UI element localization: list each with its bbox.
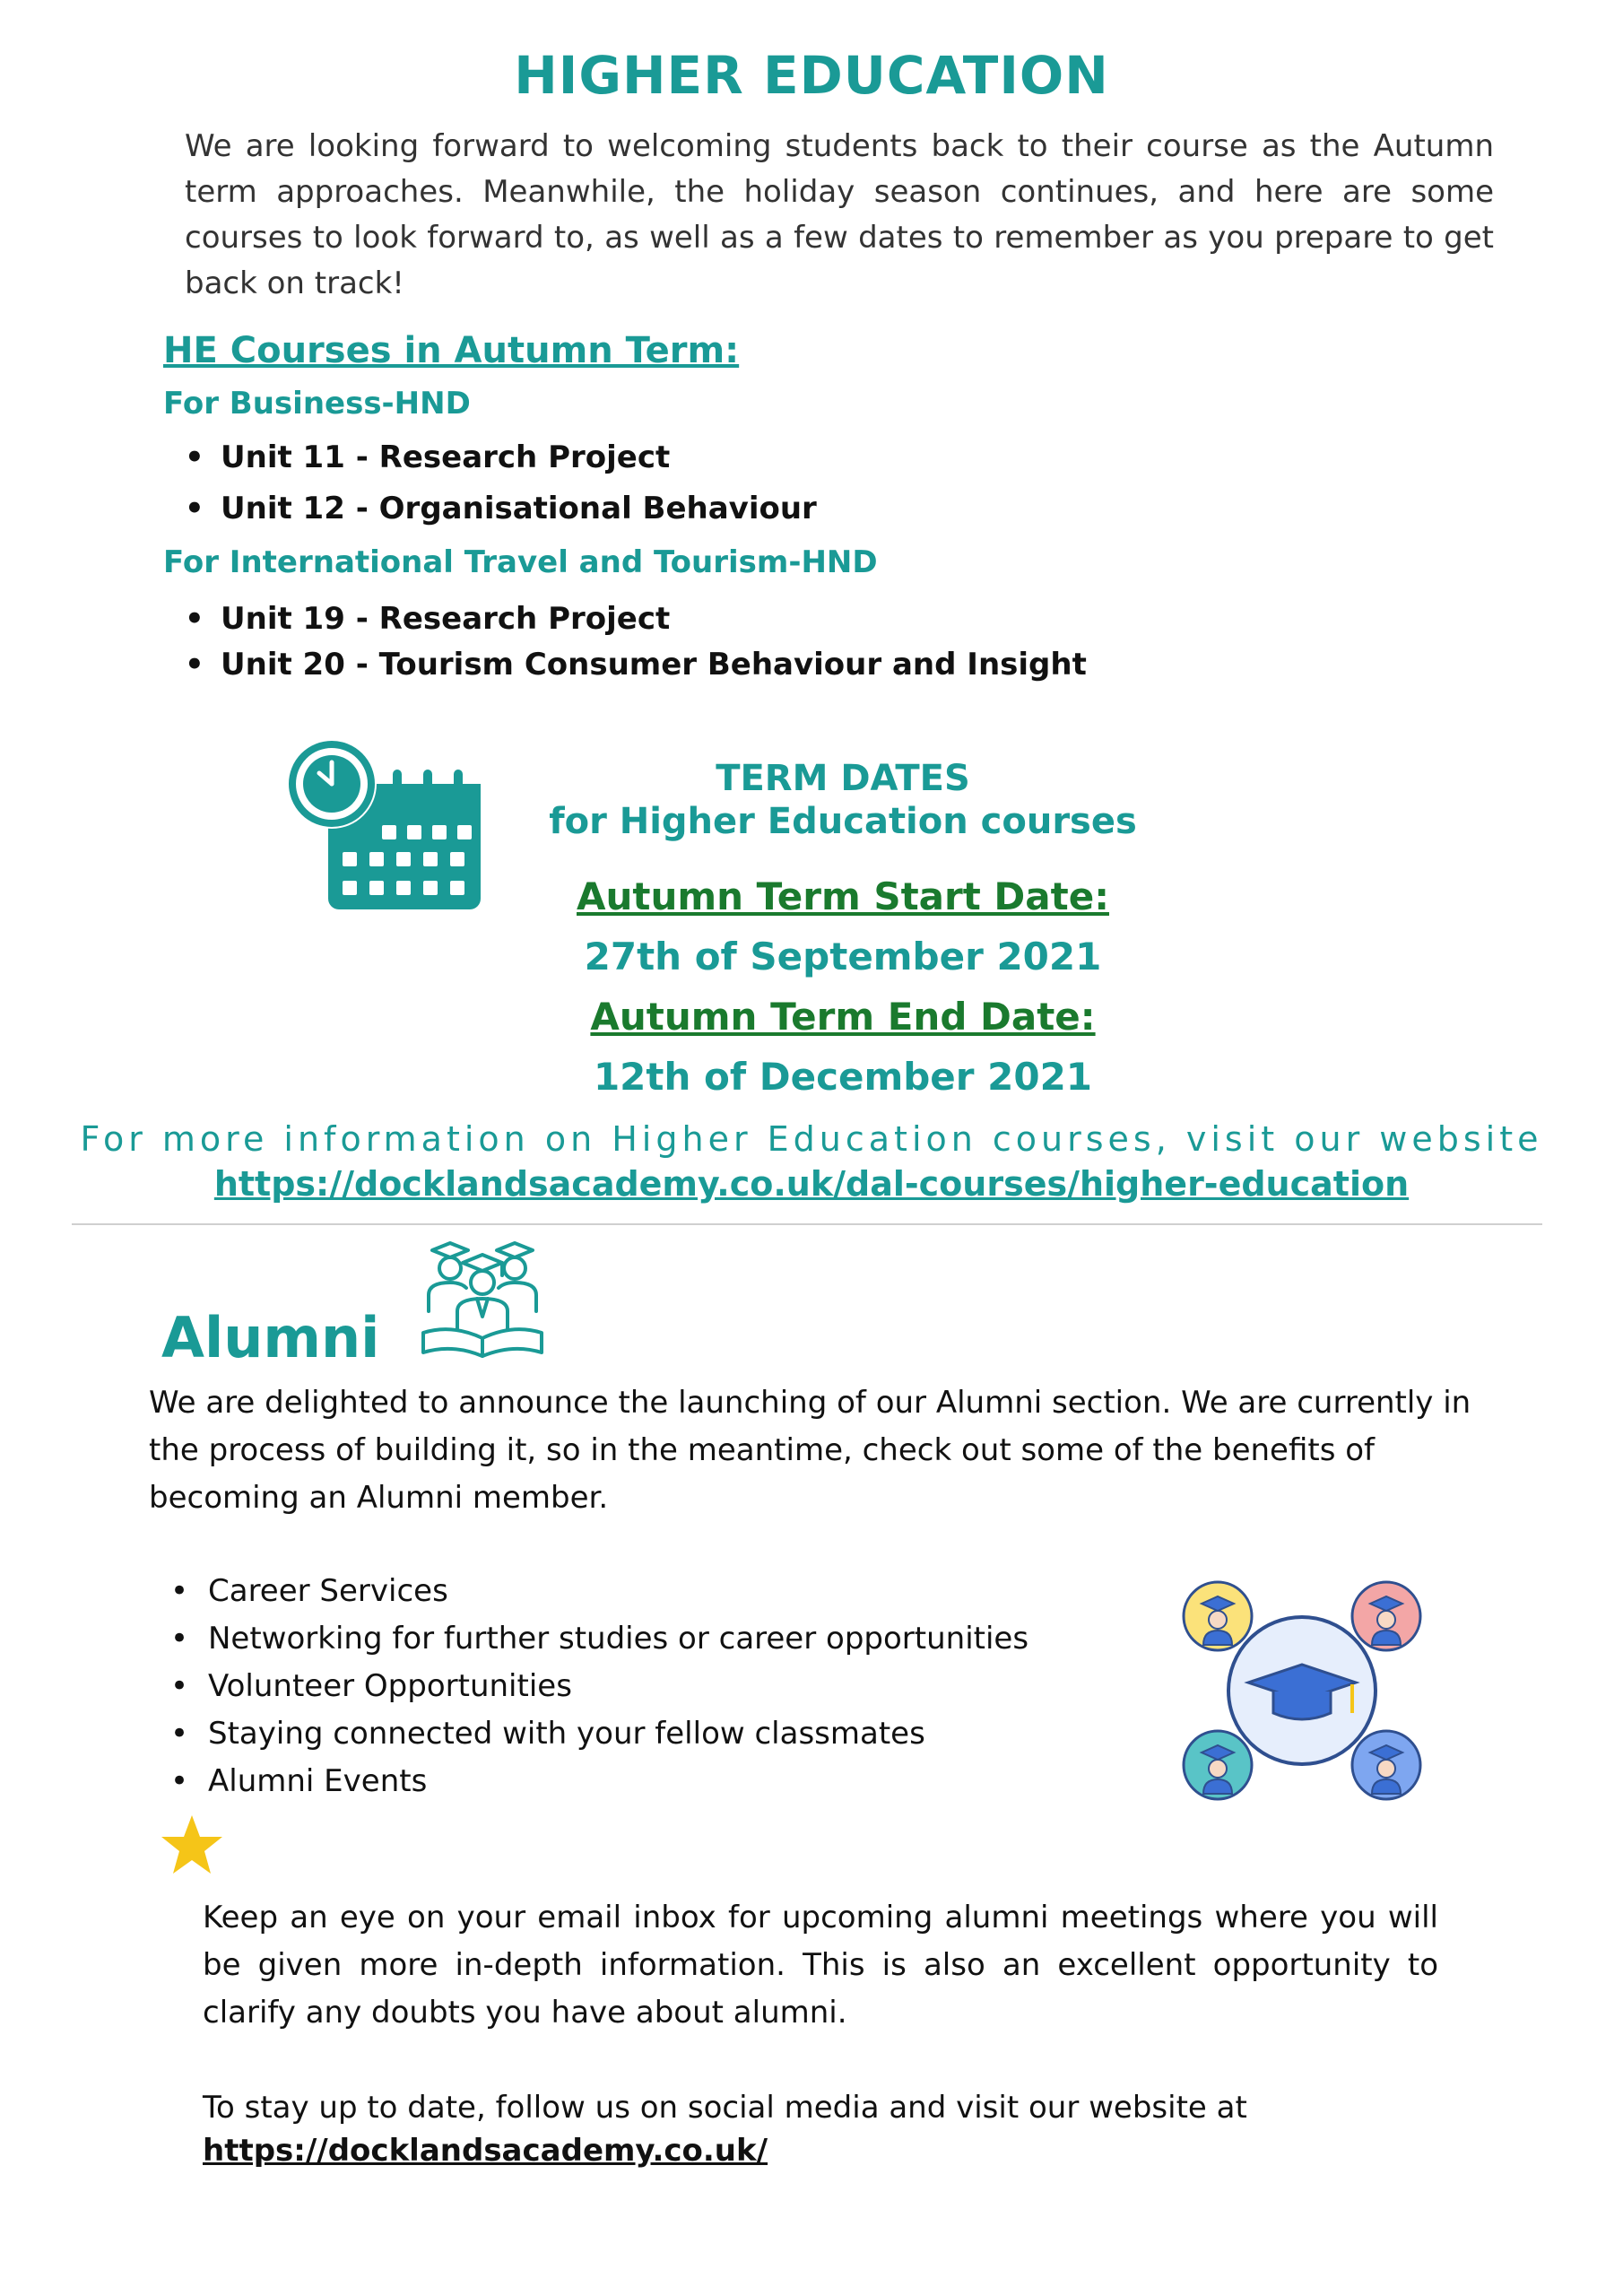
- section-divider: [72, 1223, 1542, 1225]
- graduates-icon: [420, 1236, 545, 1361]
- graduate-network-icon: [1182, 1578, 1422, 1803]
- business-heading: For Business-HND: [163, 386, 471, 422]
- end-date-value: 12th of December 2021: [593, 1055, 1093, 1099]
- list-item: • Unit 19 - Research Project: [179, 596, 1087, 642]
- tourism-units: [179, 596, 1087, 688]
- list-item: • Career Services: [167, 1568, 1028, 1615]
- star-icon: [160, 1813, 224, 1876]
- he-courses-link[interactable]: https://docklandsacademy.co.uk/dal-courses/higher-education: [213, 1164, 1410, 1204]
- term-dates-subtitle: for Higher Education courses: [549, 801, 1137, 842]
- website-link[interactable]: https://docklandsacademy.co.uk/: [203, 2133, 768, 2169]
- tourism-heading: For International Travel and Tourism-HND: [163, 544, 878, 580]
- start-date-value: 27th of September 2021: [584, 935, 1102, 978]
- list-item: • Unit 12 - Organisational Behaviour: [179, 483, 817, 535]
- list-item: • Staying connected with your fellow classmates: [167, 1710, 1028, 1758]
- stay-up-paragraph: To stay up to date, follow us on social media and visit our website at: [203, 2090, 1247, 2126]
- intro-paragraph: We are looking forward to welcoming students back to their course as the Autumn term approaches. Meanwhile, the holiday season continues, and here are some courses to look forward to, as well as a few dates to remember as you prepare to get back on track!: [185, 128, 1494, 301]
- alumni-intro: We are delighted to announce the launching of our Alumni section. We are currently in the process of building it, so in the meantime, check out some of the benefits of becoming an Alumni member.: [149, 1385, 1471, 1516]
- list-item: • Alumni Events: [167, 1758, 1028, 1805]
- end-date-label: Autumn Term End Date:: [590, 995, 1096, 1039]
- list-item: • Unit 20 - Tourism Consumer Behaviour and Insight: [179, 642, 1087, 688]
- business-units: [179, 432, 817, 535]
- list-item: • Unit 11 - Research Project: [179, 432, 817, 483]
- list-item: • Volunteer Opportunities: [167, 1663, 1028, 1710]
- term-dates-title: TERM DATES: [716, 758, 970, 799]
- more-info-text: For more information on Higher Education courses, visit our website: [80, 1119, 1543, 1159]
- courses-heading: HE Courses in Autumn Term:: [163, 330, 740, 371]
- start-date-label: Autumn Term Start Date:: [577, 874, 1109, 918]
- list-item: • Networking for further studies or career opportunities: [167, 1615, 1028, 1663]
- page-title: HIGHER EDUCATION: [514, 45, 1109, 106]
- benefits-list: [167, 1568, 1028, 1805]
- keep-eye-paragraph: Keep an eye on your email inbox for upcoming alumni meetings where you will be given more in-depth information. This is also an excellent opportunity to clarify any doubts you have about alumni.: [203, 1900, 1438, 2031]
- alumni-title: Alumni: [161, 1305, 380, 1370]
